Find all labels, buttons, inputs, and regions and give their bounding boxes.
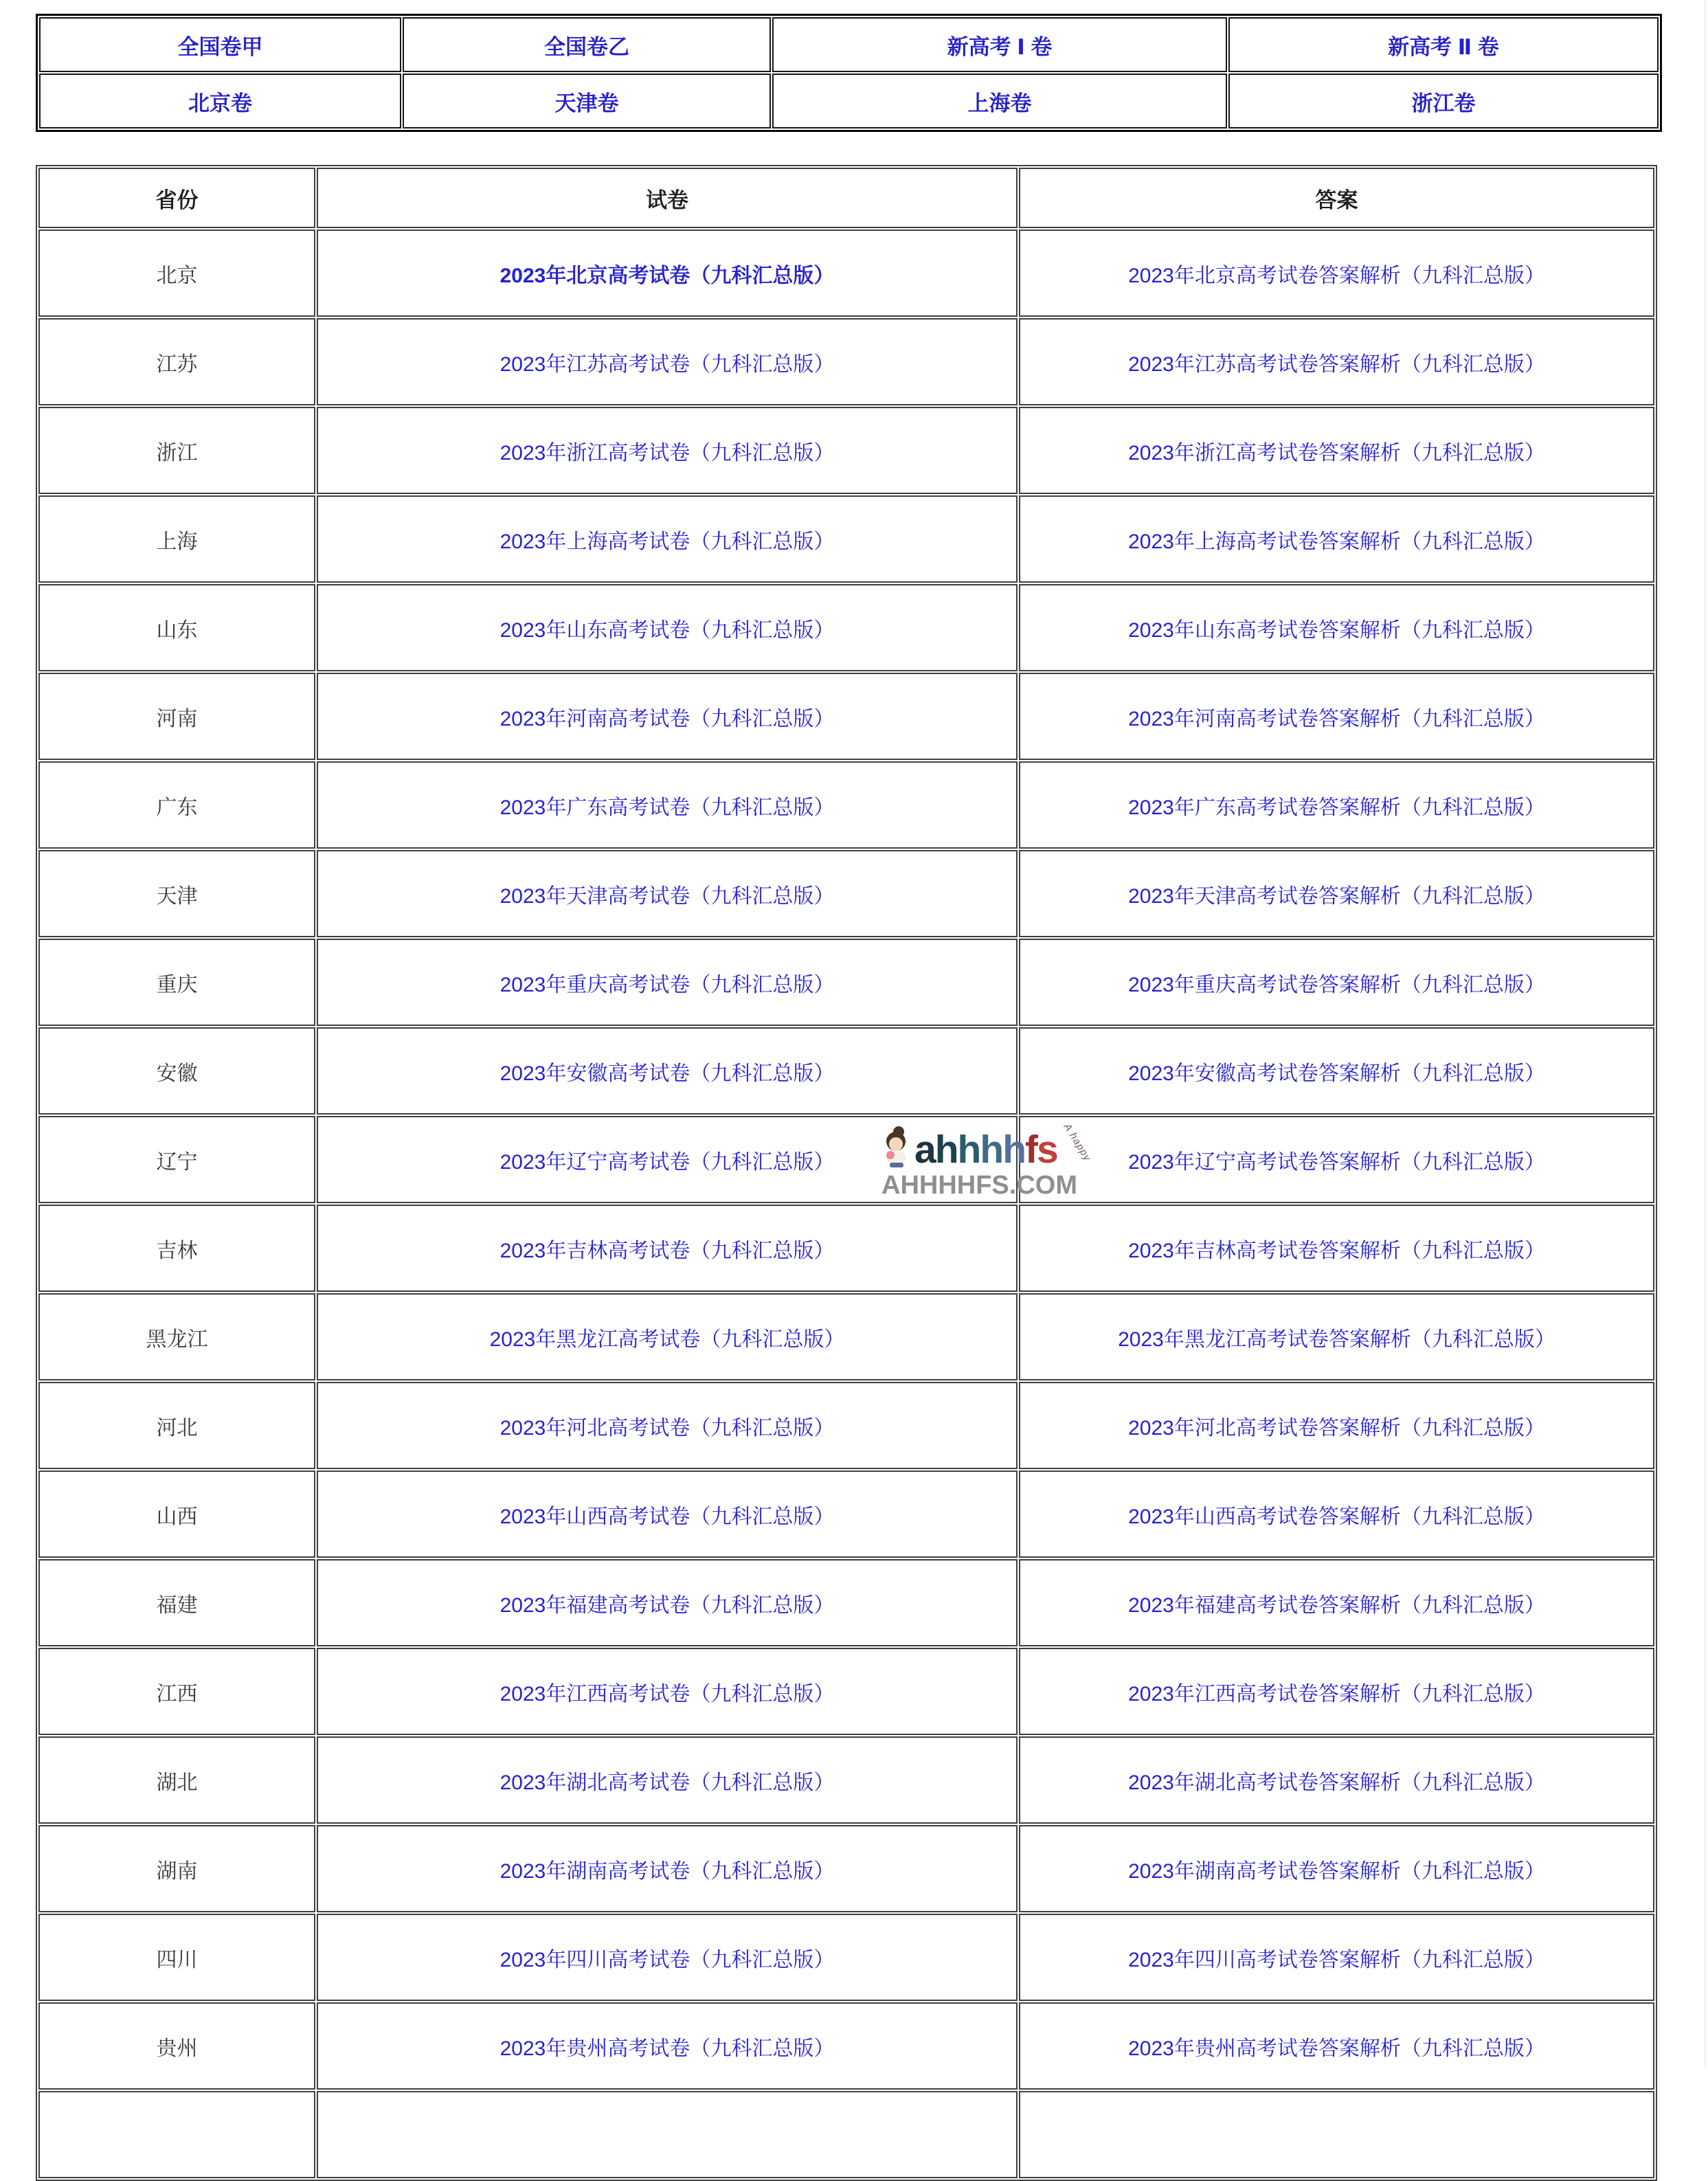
table-row-partial [38, 2091, 1654, 2178]
table-row [38, 1116, 1654, 1203]
paper-link[interactable]: 2023年福建高考试卷（九科汇总版） [499, 1593, 835, 1617]
answer-cell [1019, 1116, 1654, 1203]
province-label: 河南 [156, 707, 198, 730]
answer-cell [1019, 1914, 1654, 2001]
paper-cell [317, 1559, 1018, 1646]
paper-cell [317, 850, 1018, 937]
province-cell [38, 1293, 315, 1380]
answer-link[interactable]: 2023年四川高考试卷答案解析（九科汇总版） [1128, 1948, 1545, 1971]
table-row [38, 850, 1654, 937]
province-cell [38, 1559, 315, 1646]
paper-link[interactable]: 2023年四川高考试卷（九科汇总版） [499, 1948, 835, 1971]
nav-row [39, 17, 1659, 72]
province-cell [38, 850, 315, 937]
province-cell [38, 939, 315, 1026]
table-row [38, 1914, 1654, 2001]
province-label: 山西 [156, 1505, 198, 1528]
paper-cell [317, 1470, 1018, 1558]
table-row [38, 230, 1654, 317]
province-cell [38, 584, 315, 671]
paper-link[interactable]: 2023年天津高考试卷（九科汇总版） [499, 884, 835, 908]
answer-link[interactable]: 2023年山东高考试卷答案解析（九科汇总版） [1128, 618, 1545, 642]
province-cell [38, 318, 315, 405]
nav-cell [403, 74, 771, 128]
paper-link[interactable]: 2023年贵州高考试卷（九科汇总版） [499, 2037, 835, 2060]
province-label: 江苏 [156, 353, 198, 376]
table-row [38, 495, 1654, 583]
province-label: 安徽 [156, 1062, 198, 1085]
nav-row [39, 74, 1659, 128]
table-row [38, 1205, 1654, 1292]
answer-link[interactable]: 2023年山西高考试卷答案解析（九科汇总版） [1128, 1505, 1545, 1528]
table-row [38, 1736, 1654, 1824]
watermark-logo-letter: s [1037, 1127, 1057, 1172]
province-cell [38, 230, 315, 317]
watermark-logo-letter: h [957, 1127, 980, 1172]
answer-link[interactable]: 2023年安徽高考试卷答案解析（九科汇总版） [1128, 1062, 1545, 1085]
answer-link[interactable]: 2023年辽宁高考试卷答案解析（九科汇总版） [1128, 1150, 1545, 1174]
table-row [38, 318, 1654, 405]
nav-paper-link[interactable]: 上海卷 [967, 91, 1032, 115]
paper-cell [317, 407, 1018, 494]
paper-link[interactable]: 2023年上海高考试卷（九科汇总版） [499, 530, 835, 553]
paper-link[interactable]: 2023年辽宁高考试卷（九科汇总版） [499, 1150, 835, 1174]
answer-cell [1019, 230, 1654, 317]
page-edge-line [1705, 0, 1706, 2067]
header-row [38, 168, 1654, 228]
nav-cell [772, 74, 1227, 128]
province-label: 山东 [156, 618, 198, 642]
province-cell [38, 495, 315, 583]
answer-link[interactable]: 2023年贵州高考试卷答案解析（九科汇总版） [1128, 2037, 1545, 2060]
province-cell [38, 1470, 315, 1558]
province-label: 福建 [156, 1593, 198, 1617]
answer-link[interactable]: 2023年浙江高考试卷答案解析（九科汇总版） [1128, 441, 1545, 465]
province-label: 天津 [156, 884, 198, 908]
paper-link[interactable]: 2023年山西高考试卷（九科汇总版） [499, 1505, 835, 1528]
answer-cell [1019, 1825, 1654, 1912]
table-row [38, 1027, 1654, 1115]
paper-cell [317, 1027, 1018, 1115]
province-label: 浙江 [156, 441, 198, 465]
answer-link[interactable]: 2023年吉林高考试卷答案解析（九科汇总版） [1128, 1239, 1545, 1262]
province-cell [38, 1382, 315, 1469]
paper-link[interactable]: 2023年吉林高考试卷（九科汇总版） [499, 1239, 835, 1262]
answer-link[interactable]: 2023年天津高考试卷答案解析（九科汇总版） [1128, 884, 1545, 908]
watermark-logo-letter: a [914, 1127, 935, 1172]
answer-link[interactable]: 2023年北京高考试卷答案解析（九科汇总版） [1128, 264, 1545, 287]
province-cell [38, 1914, 315, 2001]
paper-cell [317, 1116, 1018, 1203]
table-row [38, 2002, 1654, 2090]
province-label: 湖北 [156, 1771, 198, 1794]
nav-paper-link[interactable]: 新高考 Ⅱ 卷 [1388, 34, 1499, 59]
province-cell [38, 761, 315, 849]
answer-link[interactable]: 2023年河北高考试卷答案解析（九科汇总版） [1128, 1416, 1545, 1440]
answer-cell [1019, 1027, 1654, 1115]
nav-paper-link[interactable]: 全国卷乙 [544, 34, 629, 59]
answer-cell [1019, 407, 1654, 494]
table-row [38, 761, 1654, 849]
answer-cell [1019, 1293, 1654, 1380]
answer-link[interactable]: 2023年江西高考试卷答案解析（九科汇总版） [1128, 1682, 1545, 1705]
table-row [38, 1648, 1654, 1735]
paper-link[interactable]: 2023年山东高考试卷（九科汇总版） [499, 618, 835, 642]
paper-cell [317, 1382, 1018, 1469]
province-label: 贵州 [156, 2037, 198, 2060]
table-row [38, 673, 1654, 760]
paper-cell [317, 1825, 1018, 1912]
table-row [38, 939, 1654, 1026]
table-row [38, 407, 1654, 494]
table-row [38, 1382, 1654, 1469]
nav-paper-link[interactable]: 全国卷甲 [177, 34, 263, 59]
paper-link[interactable]: 2023年广东高考试卷（九科汇总版） [499, 796, 835, 819]
paper-link[interactable]: 2023年江苏高考试卷（九科汇总版） [499, 353, 835, 376]
province-label: 辽宁 [156, 1150, 198, 1174]
watermark-logo-letter: f [1025, 1127, 1037, 1172]
province-cell [38, 1116, 315, 1203]
province-cell [38, 673, 315, 760]
paper-cell [317, 2002, 1018, 2090]
province-cell [38, 1205, 315, 1292]
answer-link[interactable]: 2023年上海高考试卷答案解析（九科汇总版） [1128, 530, 1545, 553]
nav-paper-link[interactable]: 天津卷 [554, 91, 619, 115]
paper-cell [317, 1736, 1018, 1824]
answer-cell [1019, 1559, 1654, 1646]
province-cell [38, 1736, 315, 1824]
province-papers-table [36, 165, 1657, 2181]
paper-cell [317, 318, 1018, 405]
province-cell [38, 2002, 315, 2090]
province-label: 重庆 [156, 973, 198, 996]
table-row [38, 1825, 1654, 1912]
answer-cell [1019, 1382, 1654, 1469]
paper-cell [317, 495, 1018, 583]
province-label: 广东 [156, 796, 198, 819]
province-label: 北京 [156, 264, 198, 287]
answer-cell [1019, 761, 1654, 849]
answer-cell [1019, 1205, 1654, 1292]
paper-cell [317, 1205, 1018, 1292]
province-label: 吉林 [156, 1239, 198, 1262]
col-header-answer: 答案 [1019, 168, 1654, 228]
answer-cell [1019, 850, 1654, 937]
nav-cell [772, 17, 1227, 72]
answer-cell [1019, 2002, 1654, 2090]
paper-link[interactable]: 2023年江西高考试卷（九科汇总版） [499, 1682, 835, 1705]
nav-cell [1228, 74, 1659, 128]
col-header-paper: 试卷 [317, 168, 1018, 228]
table-row [38, 1559, 1654, 1646]
exam-type-nav-table [36, 14, 1662, 132]
answer-cell [1019, 1470, 1654, 1558]
answer-cell [1019, 495, 1654, 583]
nav-cell [403, 17, 771, 72]
paper-cell [317, 1648, 1018, 1735]
answer-link[interactable]: 2023年广东高考试卷答案解析（九科汇总版） [1128, 796, 1545, 819]
watermark-site-text: AHHHHFS.COM [881, 1171, 1077, 1200]
province-label: 江西 [156, 1682, 198, 1705]
paper-link[interactable]: 2023年湖北高考试卷（九科汇总版） [499, 1771, 835, 1794]
nav-cell [39, 17, 401, 72]
nav-paper-link[interactable]: 北京卷 [188, 91, 252, 115]
answer-link[interactable]: 2023年江苏高考试卷答案解析（九科汇总版） [1128, 353, 1545, 376]
province-label: 四川 [156, 1948, 198, 1971]
province-label: 湖南 [156, 1859, 198, 1883]
paper-cell [317, 761, 1018, 849]
answer-link[interactable]: 2023年河南高考试卷答案解析（九科汇总版） [1128, 707, 1545, 730]
paper-link[interactable]: 2023年黑龙江高考试卷（九科汇总版） [489, 1328, 845, 1351]
table-row [38, 584, 1654, 671]
paper-cell [317, 230, 1018, 317]
answer-cell [1019, 318, 1654, 405]
table-row [38, 1470, 1654, 1558]
watermark-script-text: A happy [1061, 1121, 1094, 1164]
empty-cell [317, 2091, 1018, 2178]
paper-link[interactable]: 2023年北京高考试卷（九科汇总版） [499, 264, 835, 287]
paper-cell [317, 584, 1018, 671]
nav-cell [1228, 17, 1659, 72]
province-label: 黑龙江 [146, 1328, 208, 1351]
nav-paper-link[interactable]: 浙江卷 [1411, 91, 1476, 115]
table-row [38, 1293, 1654, 1380]
province-cell [38, 1648, 315, 1735]
province-cell [38, 1825, 315, 1912]
nav-paper-link[interactable]: 新高考 Ⅰ 卷 [947, 34, 1053, 59]
paper-link[interactable]: 2023年河南高考试卷（九科汇总版） [499, 707, 835, 730]
answer-cell [1019, 1648, 1654, 1735]
answer-cell [1019, 939, 1654, 1026]
answer-link[interactable]: 2023年福建高考试卷答案解析（九科汇总版） [1128, 1593, 1545, 1617]
answer-cell [1019, 673, 1654, 760]
nav-cell [39, 74, 401, 128]
empty-cell [1019, 2091, 1654, 2178]
province-cell [38, 407, 315, 494]
answer-cell [1019, 1736, 1654, 1824]
watermark-logo-letter: h [1002, 1127, 1026, 1172]
paper-link[interactable]: 2023年河北高考试卷（九科汇总版） [499, 1416, 835, 1440]
col-header-province: 省份 [38, 168, 315, 228]
watermark-logo-letter: h [934, 1127, 958, 1172]
province-cell [38, 1027, 315, 1115]
province-label: 河北 [156, 1416, 198, 1440]
empty-cell [38, 2091, 315, 2178]
paper-link[interactable]: 2023年安徽高考试卷（九科汇总版） [499, 1062, 835, 1085]
province-label: 上海 [156, 530, 198, 553]
answer-link[interactable]: 2023年黑龙江高考试卷答案解析（九科汇总版） [1118, 1328, 1555, 1351]
answer-link[interactable]: 2023年重庆高考试卷答案解析（九科汇总版） [1128, 973, 1545, 996]
answer-link[interactable]: 2023年湖北高考试卷答案解析（九科汇总版） [1128, 1771, 1545, 1794]
paper-cell [317, 1914, 1018, 2001]
paper-cell [317, 1293, 1018, 1380]
watermark-logo-letter: h [980, 1127, 1003, 1172]
paper-cell [317, 939, 1018, 1026]
paper-link[interactable]: 2023年湖南高考试卷（九科汇总版） [499, 1859, 835, 1883]
paper-link[interactable]: 2023年重庆高考试卷（九科汇总版） [499, 973, 835, 996]
paper-cell [317, 673, 1018, 760]
answer-link[interactable]: 2023年湖南高考试卷答案解析（九科汇总版） [1128, 1859, 1545, 1883]
answer-cell [1019, 584, 1654, 671]
paper-link[interactable]: 2023年浙江高考试卷（九科汇总版） [499, 441, 835, 465]
